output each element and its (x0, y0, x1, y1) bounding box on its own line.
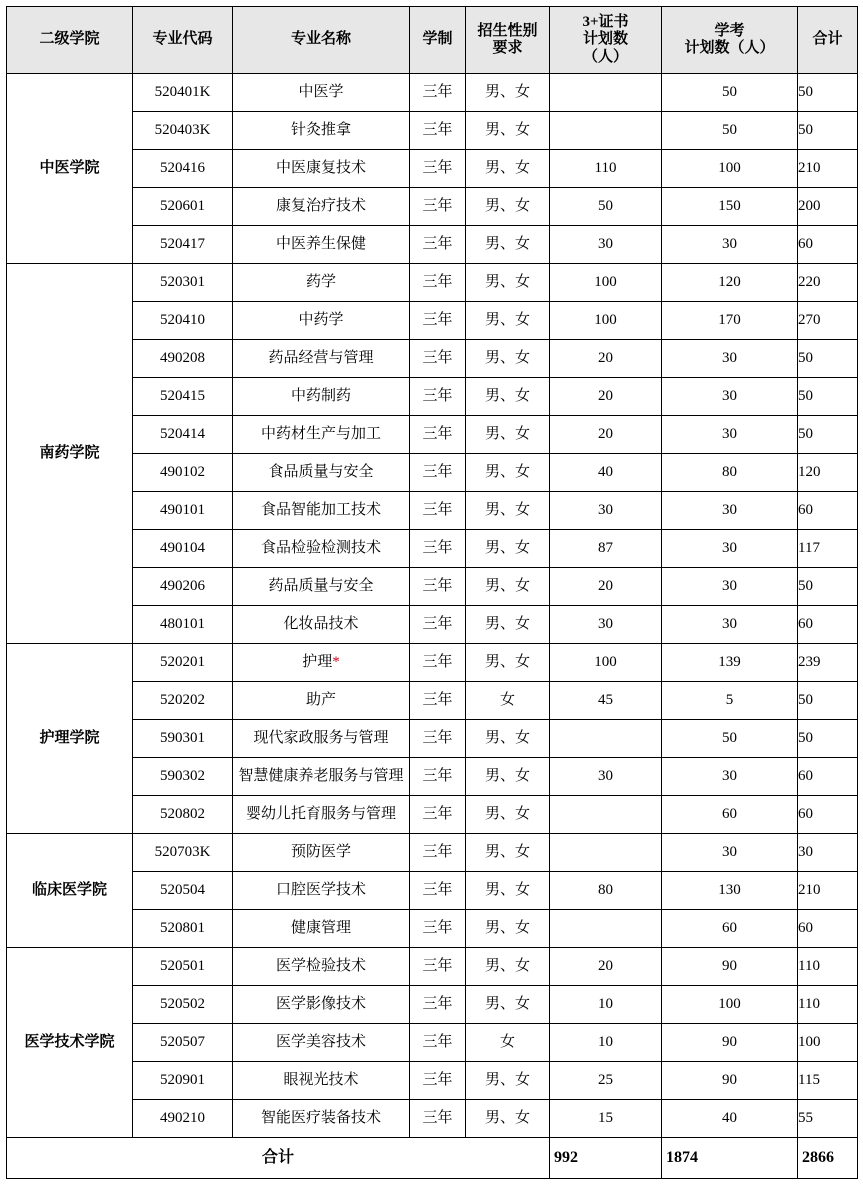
table-row (7, 492, 858, 530)
college-cell: 护理学院 (7, 644, 133, 834)
row-total-cell: 120 (798, 454, 858, 492)
gender-cell: 男、女 (466, 112, 550, 150)
row-total-cell: 60 (798, 796, 858, 834)
years-cell: 三年 (410, 112, 466, 150)
major-name-cell (233, 378, 410, 416)
major-name-cell (233, 340, 410, 378)
major-code-cell: 520802 (133, 796, 233, 834)
row-total-cell: 55 (798, 1100, 858, 1138)
table-row (7, 1100, 858, 1138)
years-cell: 三年 (410, 796, 466, 834)
gender-cell: 男、女 (466, 796, 550, 834)
major-name-cell (233, 530, 410, 568)
years-cell: 三年 (410, 910, 466, 948)
years-cell: 三年 (410, 1062, 466, 1100)
major-name-text: 化妆品技术 (283, 615, 359, 632)
row-total-cell: 100 (798, 1024, 858, 1062)
gender-cell: 男、女 (466, 720, 550, 758)
plan-exam-cell: 90 (662, 948, 798, 986)
header-years: 学制 (410, 7, 466, 74)
years-cell: 三年 (410, 720, 466, 758)
years-cell: 三年 (410, 492, 466, 530)
major-code-cell: 520414 (133, 416, 233, 454)
gender-cell: 男、女 (466, 302, 550, 340)
plan-exam-cell: 60 (662, 796, 798, 834)
plan-exam-cell: 30 (662, 416, 798, 454)
years-cell: 三年 (410, 416, 466, 454)
plan-cert-cell: 20 (550, 340, 662, 378)
table-row (7, 378, 858, 416)
row-total-cell: 270 (798, 302, 858, 340)
college-cell: 临床医学院 (7, 834, 133, 948)
table-body (7, 74, 858, 1138)
table-row (7, 796, 858, 834)
gender-cell: 男、女 (466, 530, 550, 568)
table-row (7, 872, 858, 910)
summary-row (7, 1138, 858, 1179)
header-gender-line1: 招生性别 (477, 22, 538, 39)
plan-cert-cell: 25 (550, 1062, 662, 1100)
header-total: 合计 (798, 7, 858, 74)
table-row (7, 264, 858, 302)
major-name-text: 康复治疗技术 (275, 197, 366, 214)
summary-exam: 1874 (662, 1138, 798, 1179)
major-code-cell: 520504 (133, 872, 233, 910)
plan-exam-cell: 30 (662, 758, 798, 796)
major-code-cell: 490104 (133, 530, 233, 568)
plan-cert-cell: 20 (550, 948, 662, 986)
college-cell: 中医学院 (7, 74, 133, 264)
table-row (7, 340, 858, 378)
major-code-cell: 490208 (133, 340, 233, 378)
plan-exam-cell: 40 (662, 1100, 798, 1138)
plan-cert-cell (550, 834, 662, 872)
years-cell: 三年 (410, 378, 466, 416)
row-total-cell: 210 (798, 150, 858, 188)
plan-cert-cell: 87 (550, 530, 662, 568)
table-row (7, 834, 858, 872)
major-code-cell: 590301 (133, 720, 233, 758)
major-name-cell (233, 986, 410, 1024)
years-cell: 三年 (410, 758, 466, 796)
row-total-cell: 200 (798, 188, 858, 226)
major-name-text: 针灸推拿 (290, 121, 351, 138)
header-plan-exam-line2: 计划数（人） (684, 40, 775, 56)
table-row (7, 720, 858, 758)
plan-exam-cell: 30 (662, 226, 798, 264)
table-row (7, 454, 858, 492)
major-code-cell: 520507 (133, 1024, 233, 1062)
major-name-text: 医学检验技术 (275, 957, 366, 974)
row-total-cell: 60 (798, 606, 858, 644)
summary-total: 2866 (798, 1138, 858, 1179)
major-name-text: 护理 (302, 653, 333, 670)
major-name-text: 中医学 (298, 83, 344, 100)
table-row (7, 758, 858, 796)
major-name-cell (233, 568, 410, 606)
plan-exam-cell: 30 (662, 606, 798, 644)
major-name-cell (233, 1062, 410, 1100)
major-name-cell (233, 150, 410, 188)
plan-cert-cell: 20 (550, 416, 662, 454)
major-name-text: 医学美容技术 (275, 1033, 366, 1050)
header-college: 二级学院 (7, 7, 133, 74)
gender-cell: 女 (466, 1024, 550, 1062)
major-name-cell (233, 796, 410, 834)
header-gender-line2: 要求 (492, 40, 523, 56)
major-code-cell: 520901 (133, 1062, 233, 1100)
table-row (7, 1062, 858, 1100)
header-row (7, 7, 858, 74)
major-name-cell (233, 112, 410, 150)
years-cell: 三年 (410, 530, 466, 568)
plan-exam-cell: 50 (662, 112, 798, 150)
plan-exam-cell: 90 (662, 1062, 798, 1100)
gender-cell: 男、女 (466, 910, 550, 948)
major-name-text: 现代家政服务与管理 (253, 729, 389, 746)
years-cell: 三年 (410, 226, 466, 264)
major-name-cell (233, 872, 410, 910)
table-row (7, 150, 858, 188)
plan-cert-cell (550, 112, 662, 150)
gender-cell: 男、女 (466, 986, 550, 1024)
major-name-text: 智能医疗装备技术 (260, 1109, 381, 1126)
gender-cell: 男、女 (466, 378, 550, 416)
plan-cert-cell: 40 (550, 454, 662, 492)
major-code-cell: 520801 (133, 910, 233, 948)
plan-exam-cell: 80 (662, 454, 798, 492)
gender-cell: 男、女 (466, 340, 550, 378)
major-name-cell (233, 188, 410, 226)
major-name-text: 助产 (305, 691, 336, 708)
years-cell: 三年 (410, 340, 466, 378)
major-name-cell (233, 302, 410, 340)
plan-exam-cell: 100 (662, 986, 798, 1024)
table-row (7, 226, 858, 264)
gender-cell: 男、女 (466, 834, 550, 872)
plan-cert-cell: 100 (550, 644, 662, 682)
plan-exam-cell: 130 (662, 872, 798, 910)
major-name-text: 婴幼儿托育服务与管理 (245, 805, 396, 822)
plan-cert-cell: 30 (550, 492, 662, 530)
major-name-text: 医学影像技术 (275, 995, 366, 1012)
major-code-cell: 520415 (133, 378, 233, 416)
major-name-cell (233, 682, 410, 720)
table-row (7, 948, 858, 986)
major-code-cell: 520601 (133, 188, 233, 226)
major-code-cell: 490101 (133, 492, 233, 530)
plan-cert-cell: 10 (550, 1024, 662, 1062)
plan-cert-cell: 30 (550, 758, 662, 796)
gender-cell: 男、女 (466, 226, 550, 264)
plan-cert-cell: 45 (550, 682, 662, 720)
years-cell: 三年 (410, 834, 466, 872)
plan-cert-cell: 30 (550, 606, 662, 644)
major-name-text: 中医养生保健 (275, 235, 366, 252)
gender-cell: 男、女 (466, 74, 550, 112)
years-cell: 三年 (410, 986, 466, 1024)
gender-cell: 男、女 (466, 948, 550, 986)
college-cell: 南药学院 (7, 264, 133, 644)
plan-cert-cell (550, 720, 662, 758)
table-row (7, 74, 858, 112)
college-cell: 医学技术学院 (7, 948, 133, 1138)
major-code-cell: 480101 (133, 606, 233, 644)
header-major-code: 专业代码 (133, 7, 233, 74)
major-code-cell: 520403K (133, 112, 233, 150)
row-total-cell: 110 (798, 986, 858, 1024)
major-code-cell: 520401K (133, 74, 233, 112)
major-code-cell: 520202 (133, 682, 233, 720)
header-plan-cert-line2: 计划数 (582, 31, 628, 48)
gender-cell: 男、女 (466, 568, 550, 606)
years-cell: 三年 (410, 454, 466, 492)
plan-cert-cell: 50 (550, 188, 662, 226)
plan-exam-cell: 50 (662, 74, 798, 112)
major-name-cell (233, 720, 410, 758)
plan-exam-cell: 60 (662, 910, 798, 948)
major-name-cell (233, 910, 410, 948)
table-header (7, 7, 858, 74)
plan-cert-cell: 80 (550, 872, 662, 910)
plan-cert-cell: 110 (550, 150, 662, 188)
major-name-text: 眼视光技术 (283, 1071, 359, 1088)
major-name-cell (233, 226, 410, 264)
years-cell: 三年 (410, 568, 466, 606)
major-name-cell (233, 1024, 410, 1062)
gender-cell: 男、女 (466, 1062, 550, 1100)
table-row (7, 302, 858, 340)
plan-exam-cell: 170 (662, 302, 798, 340)
gender-cell: 男、女 (466, 758, 550, 796)
row-total-cell: 220 (798, 264, 858, 302)
row-total-cell: 210 (798, 872, 858, 910)
major-name-text: 健康管理 (290, 919, 351, 936)
table-row (7, 530, 858, 568)
major-name-cell (233, 416, 410, 454)
table-row (7, 986, 858, 1024)
plan-cert-cell: 30 (550, 226, 662, 264)
major-name-cell (233, 948, 410, 986)
row-total-cell: 239 (798, 644, 858, 682)
plan-exam-cell: 5 (662, 682, 798, 720)
row-total-cell: 50 (798, 112, 858, 150)
plan-exam-cell: 30 (662, 378, 798, 416)
major-name-text: 中药制药 (290, 387, 351, 404)
plan-exam-cell: 90 (662, 1024, 798, 1062)
major-code-cell: 520502 (133, 986, 233, 1024)
gender-cell: 男、女 (466, 188, 550, 226)
gender-cell: 男、女 (466, 492, 550, 530)
major-name-text: 食品智能加工技术 (260, 501, 381, 518)
major-name-cell (233, 264, 410, 302)
major-name-cell (233, 834, 410, 872)
years-cell: 三年 (410, 948, 466, 986)
years-cell: 三年 (410, 188, 466, 226)
years-cell: 三年 (410, 606, 466, 644)
major-name-text: 药品经营与管理 (268, 349, 374, 366)
major-name-cell (233, 492, 410, 530)
years-cell: 三年 (410, 872, 466, 910)
plan-exam-cell: 30 (662, 492, 798, 530)
major-code-cell: 520201 (133, 644, 233, 682)
major-name-text: 药品质量与安全 (268, 577, 374, 594)
plan-exam-cell: 30 (662, 530, 798, 568)
major-name-text: 中医康复技术 (275, 159, 366, 176)
row-total-cell: 50 (798, 720, 858, 758)
major-code-cell: 520301 (133, 264, 233, 302)
years-cell: 三年 (410, 302, 466, 340)
table-row (7, 606, 858, 644)
row-total-cell: 110 (798, 948, 858, 986)
major-code-cell: 520703K (133, 834, 233, 872)
major-star-marker: * (332, 653, 340, 670)
major-name-text: 中药材生产与加工 (260, 425, 381, 442)
major-code-cell: 590302 (133, 758, 233, 796)
gender-cell: 男、女 (466, 264, 550, 302)
plan-exam-cell: 100 (662, 150, 798, 188)
plan-cert-cell: 20 (550, 568, 662, 606)
header-plan-cert-line1: 3+证书 (582, 14, 629, 31)
years-cell: 三年 (410, 150, 466, 188)
plan-exam-cell: 30 (662, 568, 798, 606)
plan-exam-cell: 120 (662, 264, 798, 302)
table-row (7, 644, 858, 682)
major-name-cell (233, 74, 410, 112)
table-row (7, 188, 858, 226)
plan-cert-cell (550, 910, 662, 948)
plan-exam-cell: 50 (662, 720, 798, 758)
major-code-cell: 520410 (133, 302, 233, 340)
major-name-cell (233, 606, 410, 644)
header-plan-cert (550, 7, 662, 74)
row-total-cell: 50 (798, 568, 858, 606)
table-row (7, 910, 858, 948)
major-name-text: 食品质量与安全 (268, 463, 374, 480)
table-row (7, 112, 858, 150)
gender-cell: 男、女 (466, 872, 550, 910)
major-code-cell: 490102 (133, 454, 233, 492)
years-cell: 三年 (410, 264, 466, 302)
row-total-cell: 117 (798, 530, 858, 568)
summary-cert: 992 (550, 1138, 662, 1179)
plan-cert-cell (550, 74, 662, 112)
major-name-text: 口腔医学技术 (275, 881, 366, 898)
major-name-cell (233, 454, 410, 492)
gender-cell: 男、女 (466, 416, 550, 454)
major-name-text: 中药学 (298, 311, 344, 328)
major-name-text: 食品检验检测技术 (260, 539, 381, 556)
major-name-text: 预防医学 (290, 843, 351, 860)
gender-cell: 男、女 (466, 644, 550, 682)
header-plan-exam-line1: 学考 (714, 22, 745, 39)
plan-exam-cell: 139 (662, 644, 798, 682)
plan-cert-cell: 100 (550, 302, 662, 340)
major-code-cell: 520416 (133, 150, 233, 188)
major-name-cell (233, 1100, 410, 1138)
row-total-cell: 60 (798, 910, 858, 948)
plan-exam-cell: 30 (662, 834, 798, 872)
major-code-cell: 490210 (133, 1100, 233, 1138)
table-row (7, 568, 858, 606)
major-code-cell: 520417 (133, 226, 233, 264)
years-cell: 三年 (410, 1100, 466, 1138)
row-total-cell: 115 (798, 1062, 858, 1100)
header-plan-cert-line3: （人） (582, 48, 628, 65)
plan-exam-cell: 30 (662, 340, 798, 378)
plan-exam-cell: 150 (662, 188, 798, 226)
enrollment-plan-table (6, 6, 858, 1179)
major-code-cell: 490206 (133, 568, 233, 606)
plan-cert-cell (550, 796, 662, 834)
row-total-cell: 50 (798, 416, 858, 454)
plan-cert-cell: 10 (550, 986, 662, 1024)
years-cell: 三年 (410, 1024, 466, 1062)
header-major-name: 专业名称 (233, 7, 410, 74)
row-total-cell: 60 (798, 226, 858, 264)
gender-cell: 男、女 (466, 606, 550, 644)
plan-cert-cell: 15 (550, 1100, 662, 1138)
header-plan-exam (662, 7, 798, 74)
row-total-cell: 50 (798, 74, 858, 112)
major-name-cell (233, 758, 410, 796)
table-footer (7, 1138, 858, 1179)
plan-cert-cell: 20 (550, 378, 662, 416)
row-total-cell: 60 (798, 492, 858, 530)
major-code-cell: 520501 (133, 948, 233, 986)
table-row (7, 416, 858, 454)
row-total-cell: 60 (798, 758, 858, 796)
table-row (7, 682, 858, 720)
gender-cell: 女 (466, 682, 550, 720)
row-total-cell: 50 (798, 340, 858, 378)
years-cell: 三年 (410, 644, 466, 682)
major-name-text: 智慧健康养老服务与管理 (238, 767, 404, 784)
plan-cert-cell: 100 (550, 264, 662, 302)
table-row (7, 1024, 858, 1062)
major-name-cell (233, 644, 410, 682)
row-total-cell: 50 (798, 378, 858, 416)
row-total-cell: 30 (798, 834, 858, 872)
summary-label: 合计 (7, 1138, 550, 1179)
row-total-cell: 50 (798, 682, 858, 720)
years-cell: 三年 (410, 682, 466, 720)
gender-cell: 男、女 (466, 454, 550, 492)
major-name-text: 药学 (305, 273, 336, 290)
years-cell: 三年 (410, 74, 466, 112)
gender-cell: 男、女 (466, 1100, 550, 1138)
gender-cell: 男、女 (466, 150, 550, 188)
header-gender (466, 7, 550, 74)
